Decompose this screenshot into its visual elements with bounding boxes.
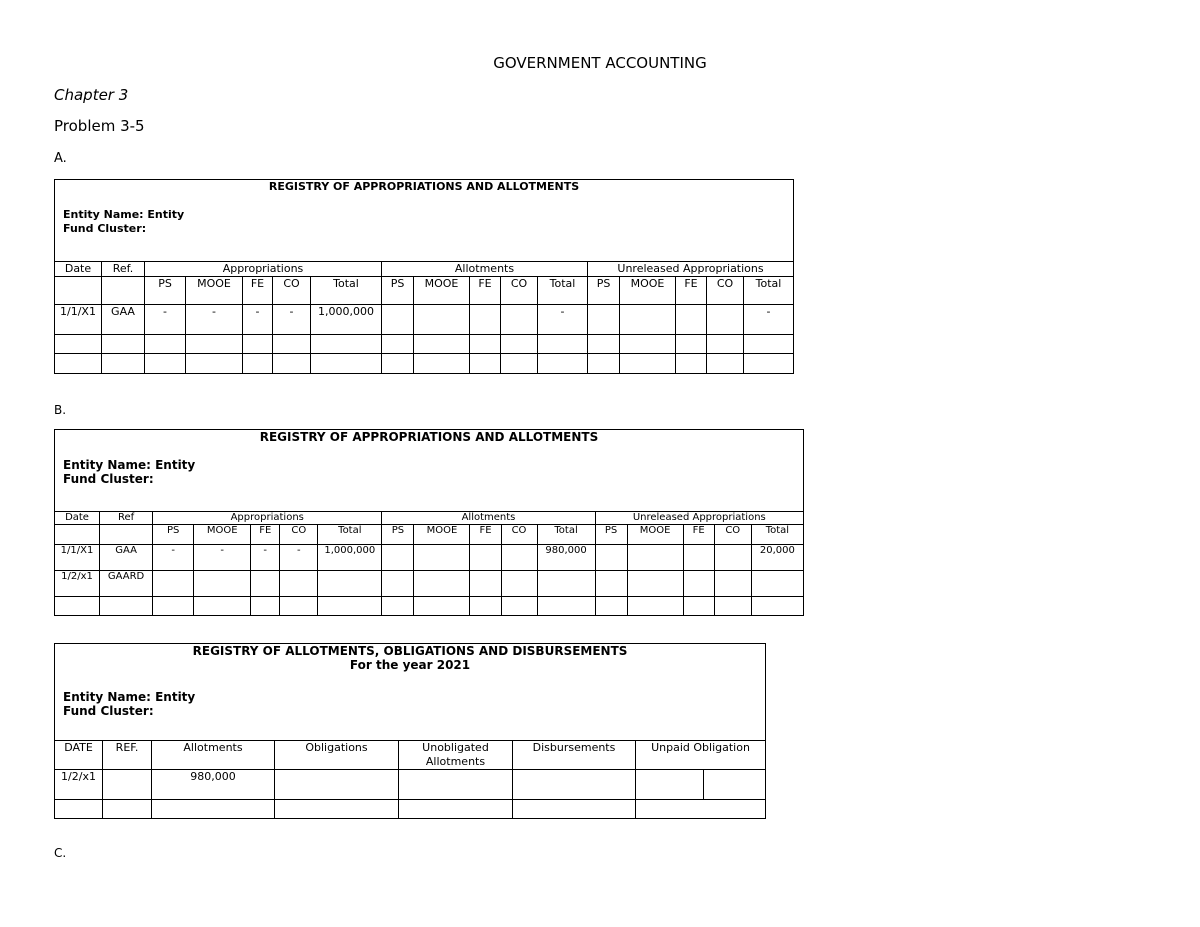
sub-mooe: MOOE (414, 525, 470, 545)
row-ap-mooe: - (194, 545, 251, 571)
sub-co: CO (707, 277, 744, 305)
registry-table-b (54, 429, 804, 616)
sub-ps: PS (588, 277, 620, 305)
col-ref: Ref. (102, 262, 145, 277)
table-cell (470, 305, 501, 335)
row-ref: GAA (102, 305, 145, 335)
col-date: Date (55, 512, 100, 525)
col-ref: REF. (103, 741, 152, 770)
row-ap-total: 1,000,000 (318, 545, 382, 571)
table-c-fund-cluster: Fund Cluster: (63, 704, 154, 718)
table-row (55, 571, 804, 597)
sub-total: Total (751, 525, 803, 545)
sub-mooe: MOOE (620, 277, 676, 305)
table-a-fund-cluster: Fund Cluster: (63, 222, 147, 235)
row-ap-co: - (273, 305, 311, 335)
row-ap-co: - (280, 545, 318, 571)
row-ap-mooe: - (186, 305, 243, 335)
table-row (55, 305, 794, 335)
table-b-entity-name: Entity Name: Entity (63, 458, 196, 472)
col-ref: Ref (100, 512, 153, 525)
row-date: 1/1/X1 (55, 305, 102, 335)
group-appropriations: Appropriations (153, 512, 382, 525)
table-cell (588, 305, 620, 335)
row-date: 1/1/X1 (55, 545, 100, 571)
row-ap-fe: - (243, 305, 273, 335)
sub-total: Total (537, 525, 595, 545)
sub-ps: PS (145, 277, 186, 305)
table-c-entity-name: Entity Name: Entity (63, 690, 196, 704)
table-a-entity-name: Entity Name: Entity (63, 208, 185, 221)
col-unpaid-obligation: Unpaid Obligation (636, 741, 766, 770)
group-unreleased: Unreleased Appropriations (595, 512, 803, 525)
table-row (55, 770, 766, 800)
row-ap-fe: - (251, 545, 280, 571)
table-cell (620, 305, 676, 335)
row-ap-ps: - (145, 305, 186, 335)
problem-heading: Problem 3-5 (54, 117, 145, 135)
table-cell (676, 305, 707, 335)
sub-co: CO (501, 277, 538, 305)
table-c-title: REGISTRY OF ALLOTMENTS, OBLIGATIONS AND DISBURSEMENTS (192, 644, 628, 658)
col-disbursements: Disbursements (513, 741, 636, 770)
col-unobligated: Unobligated Allotments (399, 741, 513, 770)
group-appropriations: Appropriations (145, 262, 382, 277)
sub-fe: FE (470, 277, 501, 305)
sub-mooe: MOOE (414, 277, 470, 305)
col-date: DATE (55, 741, 103, 770)
row-al-total: 980,000 (537, 545, 595, 571)
table-row (55, 597, 804, 616)
row-ap-total: 1,000,000 (311, 305, 382, 335)
chapter-heading: Chapter 3 (54, 86, 129, 104)
table-row (55, 545, 804, 571)
sub-ps: PS (382, 277, 414, 305)
sub-fe: FE (243, 277, 273, 305)
table-c-subtitle: For the year 2021 (349, 658, 471, 672)
part-b-label: B. (54, 403, 67, 417)
sub-mooe: MOOE (627, 525, 683, 545)
sub-fe: FE (676, 277, 707, 305)
col-date: Date (55, 262, 102, 277)
registry-table-c (54, 643, 766, 819)
table-a-title: REGISTRY OF APPROPRIATIONS AND ALLOTMENTS (268, 180, 580, 193)
sub-total: Total (744, 277, 794, 305)
row-allotments: 980,000 (152, 770, 275, 800)
col-obligations: Obligations (275, 741, 399, 770)
group-allotments: Allotments (382, 262, 588, 277)
sub-fe: FE (251, 525, 280, 545)
col-allotments: Allotments (152, 741, 275, 770)
table-cell (382, 305, 414, 335)
table-cell (501, 305, 538, 335)
sub-total: Total (538, 277, 588, 305)
part-a-label: A. (54, 151, 67, 166)
table-row (55, 354, 794, 374)
sub-co: CO (280, 525, 318, 545)
row-ap-ps: - (153, 545, 194, 571)
sub-fe: FE (470, 525, 501, 545)
sub-co: CO (501, 525, 537, 545)
row-ref: GAA (100, 545, 153, 571)
sub-co: CO (714, 525, 751, 545)
table-a-header-block (55, 180, 794, 262)
table-b-fund-cluster: Fund Cluster: (63, 472, 154, 486)
part-c-label: C. (54, 846, 67, 860)
sub-ps: PS (595, 525, 627, 545)
sub-ps: PS (153, 525, 194, 545)
row-date: 1/2/x1 (55, 770, 103, 800)
registry-table-a (54, 179, 794, 374)
row-un-total: 20,000 (751, 545, 803, 571)
sub-mooe: MOOE (194, 525, 251, 545)
row-ref: GAARD (100, 571, 153, 597)
row-al-total: - (538, 305, 588, 335)
sub-co: CO (273, 277, 311, 305)
table-cell (414, 305, 470, 335)
table-b-header-block (55, 430, 804, 512)
document-title: GOVERNMENT ACCOUNTING (493, 54, 707, 72)
sub-mooe: MOOE (186, 277, 243, 305)
sub-ps: PS (382, 525, 414, 545)
sub-total: Total (311, 277, 382, 305)
group-unreleased: Unreleased Appropriations (588, 262, 794, 277)
sub-total: Total (318, 525, 382, 545)
sub-fe: FE (683, 525, 714, 545)
table-b-title: REGISTRY OF APPROPRIATIONS AND ALLOTMENTS (259, 430, 599, 444)
group-allotments: Allotments (382, 512, 595, 525)
table-cell (102, 277, 145, 305)
row-un-total: - (744, 305, 794, 335)
table-c-header-block (55, 644, 766, 741)
table-cell (55, 277, 102, 305)
table-row (55, 800, 766, 819)
row-date: 1/2/x1 (55, 571, 100, 597)
table-row (55, 335, 794, 354)
table-cell (707, 305, 744, 335)
